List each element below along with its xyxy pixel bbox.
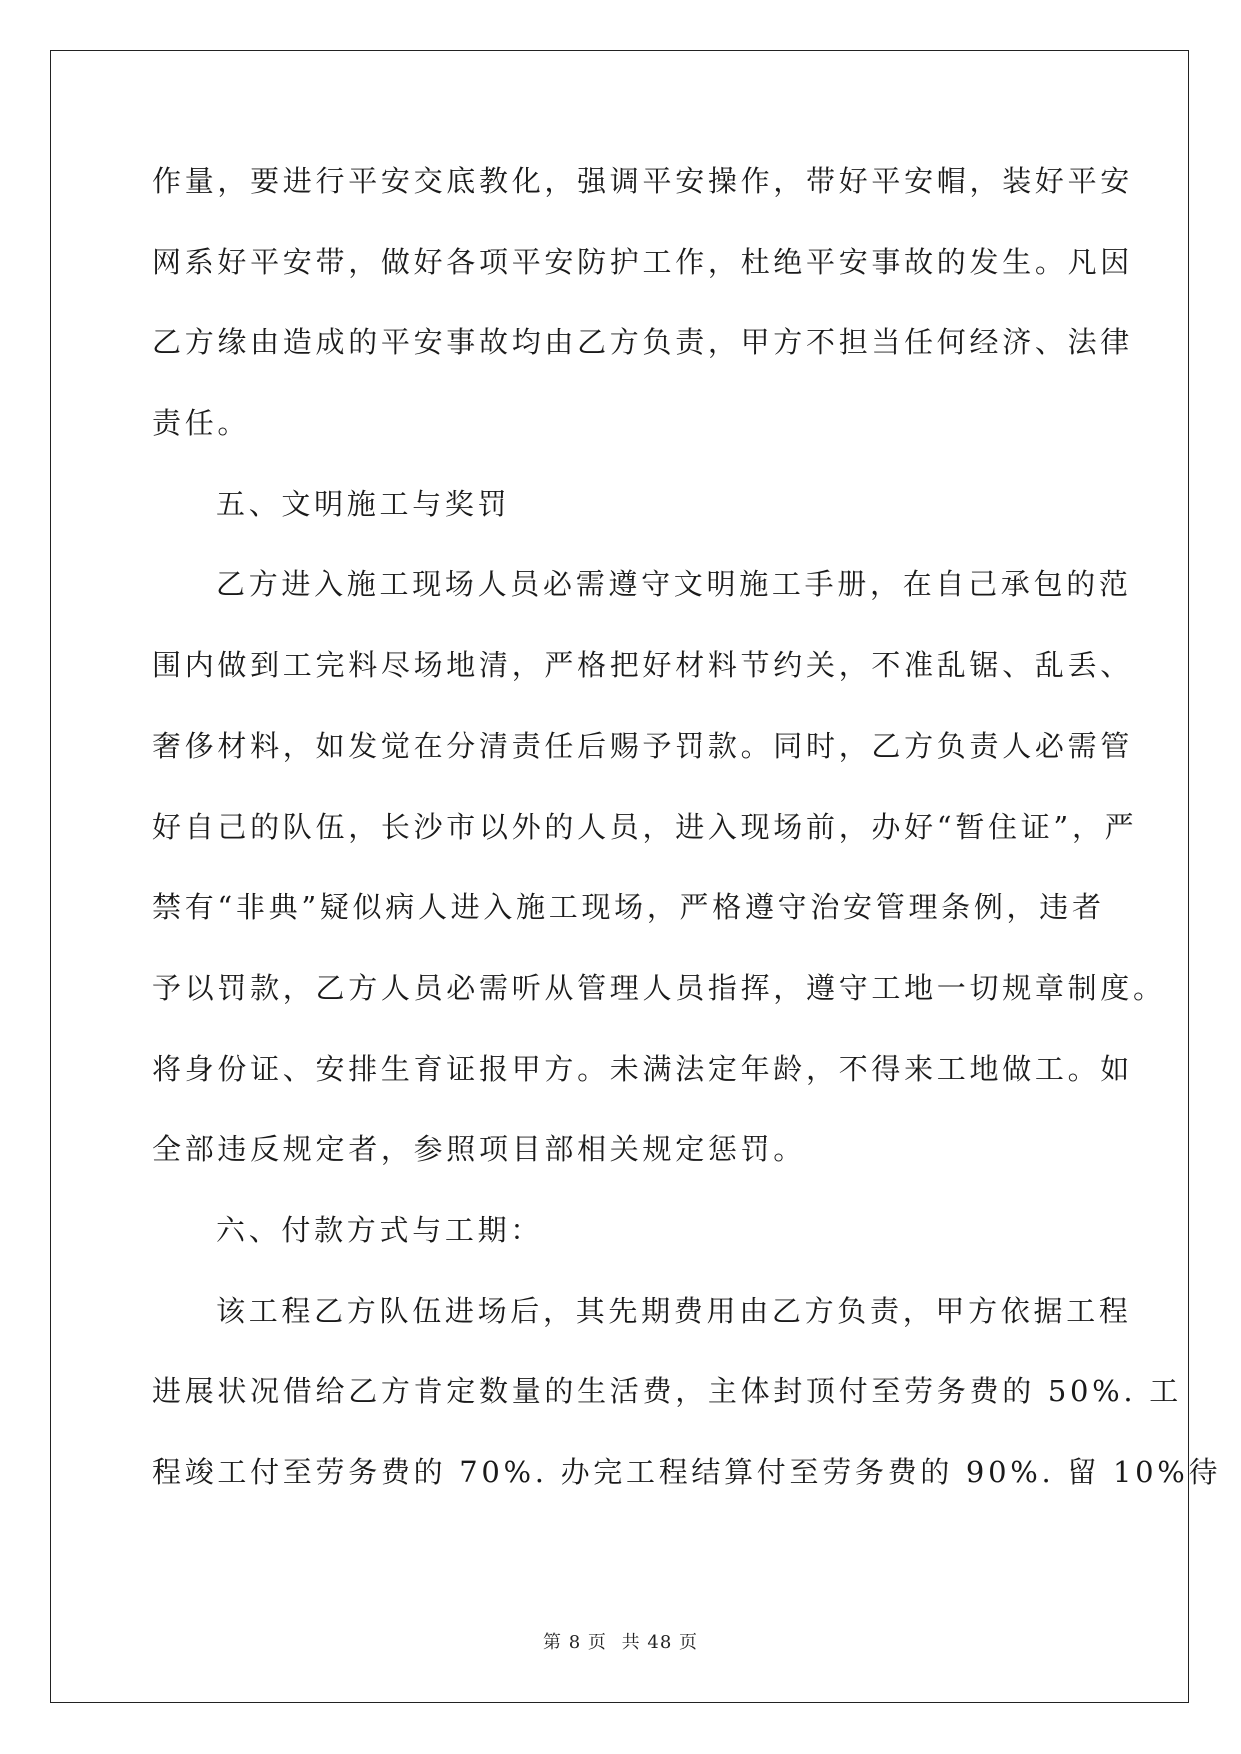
text-line: 全部违反规定者，参照项目部相关规定惩罚。 [152,1132,807,1167]
text-line: 围内做到工完料尽场地清，严格把好材料节约关，不准乱锯、乱丢、 [152,648,1134,683]
text-line: 网系好平安带，做好各项平安防护工作，杜绝平安事故的发生。凡因 [152,244,1134,279]
text-line: 程竣工付至劳务费的 70%. 办完工程结算付至劳务费的 90%. 留 10%待 [152,1455,1222,1489]
page-footer [0,1628,1241,1654]
text-line: 作量，要进行平安交底教化，强调平安操作，带好平安帽，装好平安 [152,164,1134,198]
section-heading: 五、文明施工与奖罚 [216,486,511,521]
text-line: 奢侈材料，如发觉在分清责任后赐予罚款。同时，乙方负责人必需管 [152,728,1134,763]
text-line: 进展状况借给乙方肯定数量的生活费，主体封顶付至劳务费的 50%. 工 [152,1374,1182,1409]
document-body [152,160,1222,1532]
text-line: 予以罚款，乙方人员必需听从管理人员指挥，遵守工地一切规章制度。 [152,970,1166,1005]
text-line: 该工程乙方队伍进场后，其先期费用由乙方负责，甲方依据工程 [216,1293,1132,1328]
text-line: 责任。 [152,406,251,441]
text-line: 禁有“非典”疑似病人进入施工现场，严格遵守治安管理条例，违者 [152,890,1105,925]
page-total: 共 48 页 [621,1632,698,1653]
section-heading: 六、付款方式与工期： [216,1212,544,1247]
text-line: 乙方进入施工现场人员必需遵守文明施工手册，在自己承包的范 [216,567,1132,602]
text-line: 乙方缘由造成的平安事故均由乙方负责，甲方不担当任何经济、法律 [152,325,1134,360]
text-line: 将身份证、安排生育证报甲方。未满法定年龄，不得来工地做工。如 [152,1051,1134,1086]
page-number: 第 8 页 [543,1632,607,1653]
text-line: 好自己的队伍，长沙市以外的人员，进入现场前，办好“暂住证”，严 [152,809,1138,844]
